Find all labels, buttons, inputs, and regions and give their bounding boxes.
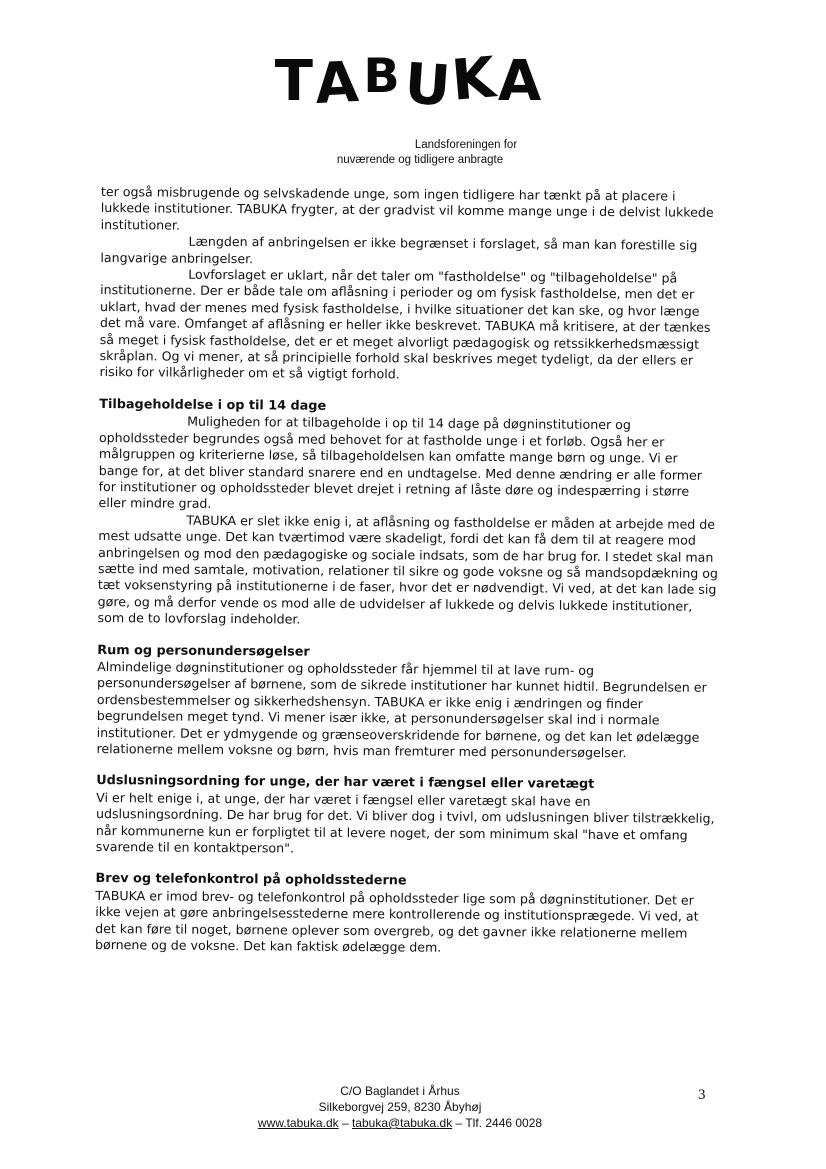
section-heading: Udslusningsordning for unge, der har været i fængsel eller varetægt — [96, 773, 595, 793]
logo-letter: A — [497, 49, 544, 114]
logo-letter: A — [313, 49, 363, 118]
logo-letter: K — [449, 45, 501, 114]
section-heading: Rum og personundersøgelser — [97, 642, 310, 660]
body-text — [95, 184, 723, 958]
footer-address: C/O Baglandet i Århus — [340, 1084, 460, 1098]
separator: – — [338, 1116, 352, 1130]
paragraph: ter også misbrugende og selvskadende unge, som ingen tidligere har tænkt på at placere i lukkede institutioner. TABUKA frygter, at der gradvist vil komme mange unge i de delvist lukkede institutioner. — [100, 184, 714, 233]
phone-number: – Tlf. 2446 0028 — [452, 1116, 543, 1130]
paragraph: Muligheden for at tilbageholde i op til 14 dage på døgninstitutioner og opholdssteder begrundes også med behovet for at fastholde unge i et forløb. Også her er målgruppen og kriterierne løse, så tilbageholdelsen kan omfatte mange børn og unge. Vi er bange for, at det bliver standard snarere end en undtagelse. Med denne ændring er alle former for institutioner og opholdssteder blevet drejet i retning af låste døre og indespærring i større eller mindre grad. — [98, 413, 703, 512]
subtitle-line: nuværende og tidligere anbragte — [336, 154, 504, 166]
paragraph: Vi er helt enige i, at unge, der har været i fængsel eller varetægt skal have en udslusningsordning. De har brug for det. Vi bliver dog i tvivl, om udslusningen bliver tilstrækkelig, når kommunerne kun er forpligtet til at levere noget, der som minimum skal "have et omfang svarende til en kontaktperson". — [95, 789, 715, 856]
website-link[interactable]: www.tabuka.dk — [257, 1116, 339, 1130]
page-footer — [200, 1083, 600, 1131]
logo-letter: T — [274, 49, 315, 114]
paragraph: TABUKA er imod brev- og telefonkontrol på opholdssteder lige som på døgninstitutioner. Det er ikke vejen at gøre anbringelsesstederne mere kontrollerende og institutionsprægede. Vi ved, at det kan føre til noget, børnene oplever som overgreb, og det gavner ikke relationerne mellem børnene og de voksne. Det kan faktisk ødelægge dem. — [94, 887, 699, 955]
paragraph: Længden af anbringelsen er ikke begrænset i forslaget, så man kan forestille sig langvarige anbringelser. — [100, 233, 698, 266]
logo-letter: U — [402, 51, 455, 120]
footer-street: Silkeborgvej 259, 8230 Åbyhøj — [318, 1100, 482, 1114]
section-heading: Tilbageholdelse i op til 14 dage — [99, 396, 327, 414]
page-number: 3 — [698, 1087, 706, 1103]
paragraph: TABUKA er slet ikke enig i, at aflåsning og fastholdelse er måden at arbejde med de mest udsatte unge. Det kan tværtimod være skadeligt, fordi det kan få dem til at reagere mod anbringelsen og mod den pædagogiske og sociale indsats, som de har brug for. I stedet skal man sætte ind med samtale, motivation, relationer til sikre og gode voksne og så mandsopdækning og tæt voksenstyring på institutionerne i de faser, hvor det er nødvendigt. Vi ved, at det kan lade sig gøre, og må derfor vende os mod alle de udvidelser af lukkede og delvis lukkede institutioner, som de to lovforslag indeholder. — [97, 512, 719, 627]
email-link[interactable]: tabuka@tabuka.dk — [351, 1116, 453, 1130]
section-heading: Brev og telefonkontrol på opholdsstederne — [95, 871, 407, 889]
logo-letter: B — [363, 48, 402, 105]
paragraph: Lovforslaget er uklart, når det taler om "fastholdelse" og "tilbageholdelse" på institutionerne. Der er både tale om aflåsning i perioder og om fysisk fastholdelse, men det er uklart, hvad der menes med fysisk fastholdelse, i hvilke situationer det kan ske, og hvor længe det må vare. Omfanget af aflåsning er heller ikke beskrevet. TABUKA må kritisere, at der tænkes så meget i fysisk fastholdelse, det er et meget alvorligt pædagogisk og retssikkerhedsmæssigt skråplan. Og vi mener, at så principielle forhold skal beskrives meget tydeligt, da der ellers er risiko for vilkårligheder om et så vigtigt forhold. — [99, 266, 711, 382]
subtitle-line: Landsforeningen for — [414, 139, 518, 151]
tabuka-logo — [0, 45, 822, 120]
paragraph: Almindelige døgninstitutioner og opholdssteder får hjemmel til at lave rum- og personundersøgelser af børnene, som de sikrede institutioner har kunnet hidtil. Begrundelsen er ordensbestemmelser og sikkerhedshensyn. TABUKA er ikke enig i ændringen og finder begrundelsen meget tynd. Vi mener især ikke, at personundersøgelser skal ind i normale institutioner. Det er ydmygende og grænseoverskridende for børnene, og det kan let ødelægge relationerne mellem voksne og børn, hvis man fremturer med personundersøgelser. — [96, 658, 707, 761]
footer-contact — [200, 1115, 600, 1131]
organization-subtitle — [300, 138, 540, 168]
